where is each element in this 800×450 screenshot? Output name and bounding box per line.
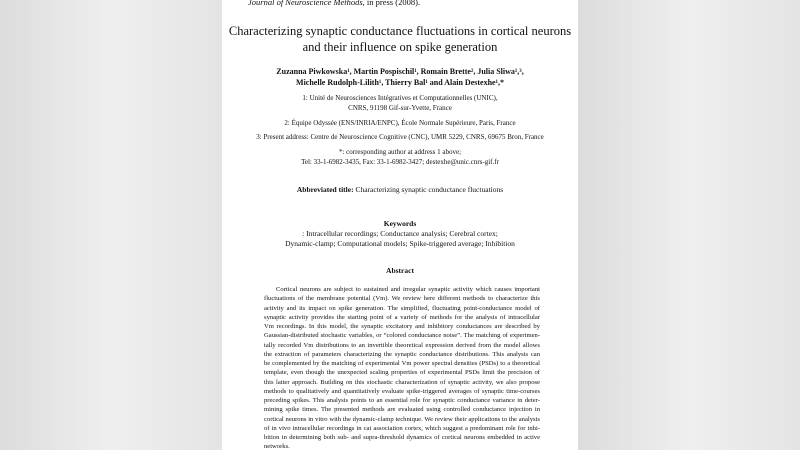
abstract-line: methods to qualitatively and quantitatively evaluate spike-triggered averages of synaptic time-courses xyxy=(264,387,540,395)
abstract-line: the extraction of parameters characterizing the synaptic conductance distributions. This analysis can xyxy=(264,350,540,358)
abstract-line: Vm recordings. In this model, the synaptic excitatory and inhibitory conductances are described by xyxy=(264,323,540,330)
contact-line: Tel: 33-1-6982-3435, Fax: 33-1-6982-3427; destexhe@unic.cnrs-gif.fr xyxy=(301,158,499,166)
affiliation-2 xyxy=(222,118,578,128)
abstract-body xyxy=(264,285,540,450)
affiliation-3 xyxy=(222,132,578,142)
author-line: Michelle Rudolph-Lilith¹, Thierry Bal¹ and Alain Destexhe¹,* xyxy=(296,78,504,87)
journal-reference: Journal of Neuroscience Methods, in press (2008). xyxy=(248,0,421,7)
keywords-line: Dynamic-clamp; Computational models; Spike-triggered average; Inhibition xyxy=(285,239,515,248)
author-line: Zuzanna Piwkowska¹, Martin Pospischil¹, Romain Brette², Julia Sliwa¹,³, xyxy=(276,67,524,76)
abbrev-text: Characterizing synaptic conductance fluctuations xyxy=(353,185,504,194)
abstract-line: template, even though the unexpected scaling properties of experimental PSDs limit the precision of xyxy=(264,369,540,377)
affiliation-1 xyxy=(222,93,578,113)
abstract-line: Gaussian-distributed stochastic variables, or “colored conductance noise”. The matching of experimen- xyxy=(264,332,540,340)
affiliation-line: 2: Équipe Odyssée (ENS/INRIA/ENPC), École Normale Supérieure, Paris, France xyxy=(284,119,516,127)
abstract-line: fluctuations of the membrane potential (Vm). We review here different methods to characterize this xyxy=(264,295,540,303)
abbrev-label: Abbreviated title: xyxy=(296,185,354,194)
abstract-line: networks. xyxy=(264,443,290,450)
title-line: and their influence on spike generation xyxy=(302,40,498,54)
abstract-line: this latter approach. Building on this stochastic characterization of synaptic activity, we also propose xyxy=(264,378,540,386)
keywords xyxy=(222,219,578,249)
abstract-line: bition in determining both sub- and supra-threshold dynamics of cortical neurons embedded in active xyxy=(264,434,540,441)
abstract-line: of in vivo intracellular recordings in cat association cortex, which suggest a predominant role for inhi- xyxy=(264,424,540,432)
paper-page xyxy=(222,0,578,450)
abstract-line: synaptic activity provides the starting point of a variety of methods for the analysis of intracellular xyxy=(264,313,540,321)
abstract-line: be complemented by the matching of experimental Vm power spectral densities (PSDs) to a theoretical xyxy=(264,360,540,367)
background-right xyxy=(578,0,800,450)
corresponding-author xyxy=(222,147,578,167)
abstract-line: cortical neurons in vitro with the dynamic-clamp technique. We review their applications to the analysis xyxy=(264,415,540,423)
background-left xyxy=(0,0,222,450)
corresponding-line: *: corresponding author at address 1 above; xyxy=(338,148,462,156)
abstract-line: activity and its impact on spike generation. The simplified, fluctuating point-conductance model of xyxy=(264,304,540,312)
title-line: Characterizing synaptic conductance fluctuations in cortical neurons xyxy=(228,24,572,38)
abstract-line: Cortical neurons are subject to sustained and irregular synaptic activity which causes important xyxy=(276,286,540,293)
author-list xyxy=(222,66,578,88)
keywords-label: Keywords xyxy=(383,219,417,228)
abstract-line: tally recorded Vm distributions to an invertible theoretical expression derived from the model allows xyxy=(264,341,540,349)
affiliation-line: 3: Present address: Centre de Neuroscience Cognitive (CNC), UMR 5229, CNRS, 69675 Bron, France xyxy=(256,133,544,141)
abstract-heading: Abstract xyxy=(386,266,414,275)
abbreviated-title xyxy=(222,185,578,194)
abstract-line: mining spike times. The presented methods are evaluated using controlled conductance injection in xyxy=(264,406,540,414)
affiliation-line: CNRS, 91198 Gif-sur-Yvette, France xyxy=(348,104,452,112)
paper-title xyxy=(222,23,578,55)
affiliation-line: 1: Unité de Neurosciences Intégratives et Computationnelles (UNIC), xyxy=(302,94,498,102)
abstract-line: preceding spikes. This analysis points to an essential role for synaptic conductance variance in deter- xyxy=(264,397,540,404)
keywords-line: Keywords : Intracellular recordings; Conductance analysis; Cerebral cortex; xyxy=(302,219,498,238)
